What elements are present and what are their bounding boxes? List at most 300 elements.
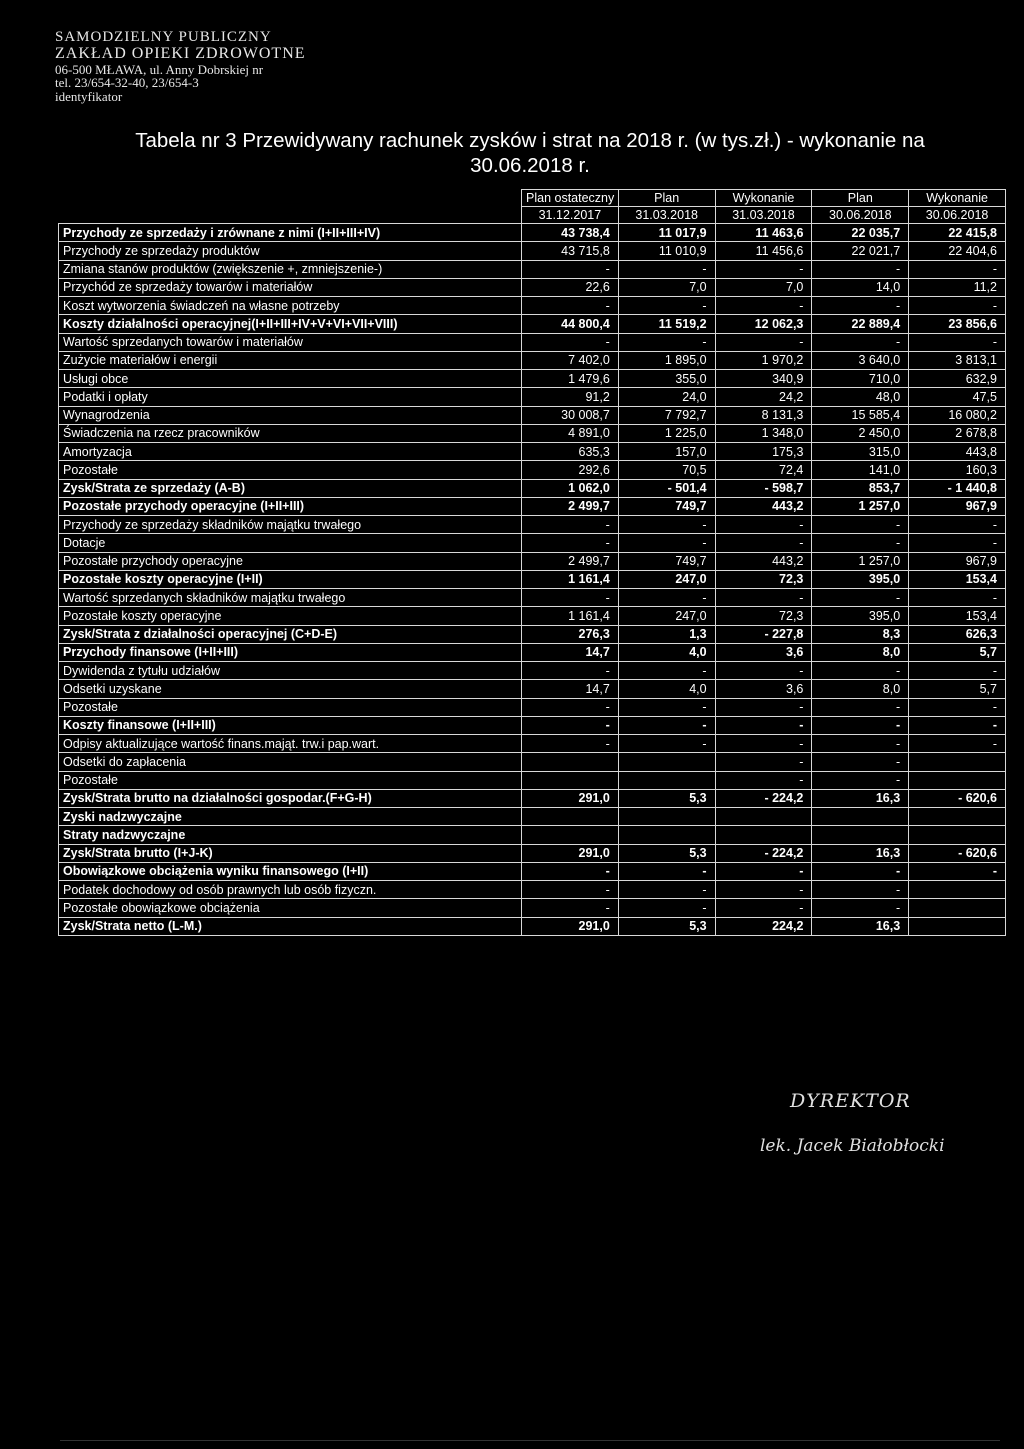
table-row [59,479,1006,497]
row-value: 15 585,4 [812,406,909,424]
row-value: 24,2 [715,388,812,406]
row-label: Zysk/Strata brutto na działalności gospodar.(F+G-H) [59,789,522,807]
title-line-2: 30.06.2018 r. [470,154,590,177]
row-value: 8 131,3 [715,406,812,424]
row-label: Pozostałe przychody operacyjne [59,552,522,570]
row-label: Pozostałe koszty operacyjne [59,607,522,625]
row-value: 1 970,2 [715,351,812,369]
bottom-divider [60,1440,1000,1441]
row-label: Pozostałe [59,771,522,789]
row-value: 91,2 [522,388,619,406]
row-value [812,826,909,844]
row-label: Koszty finansowe (I+II+III) [59,716,522,734]
row-value: 14,7 [522,643,619,661]
signature-block [760,1090,945,1156]
row-label: Odsetki uzyskane [59,680,522,698]
table-row [59,881,1006,899]
row-value: - [812,662,909,680]
row-value: - 501,4 [618,479,715,497]
row-label: Usługi obce [59,370,522,388]
row-value: - [618,662,715,680]
row-value [909,881,1006,899]
row-value: - 224,2 [715,844,812,862]
row-value: 47,5 [909,388,1006,406]
row-label: Straty nadzwyczajne [59,826,522,844]
row-value: 247,0 [618,607,715,625]
row-label: Odsetki do zapłacenia [59,753,522,771]
stamp-line-2: ZAKŁAD OPIEKI ZDROWOTNE [55,44,306,62]
row-value: - 620,6 [909,789,1006,807]
table-row [59,698,1006,716]
table-row [59,516,1006,534]
row-value: 1 161,4 [522,570,619,588]
title-line-1: Tabela nr 3 Przewidywany rachunek zysków i strat na 2018 r. (w tys.zł.) - wykonanie na [135,129,925,152]
row-value: 16,3 [812,789,909,807]
row-value: - 620,6 [909,844,1006,862]
row-value [618,808,715,826]
row-label: Amortyzacja [59,443,522,461]
row-value: 70,5 [618,461,715,479]
row-value: 1,3 [618,625,715,643]
row-label: Przychody ze sprzedaży składników majątku trwałego [59,516,522,534]
table-row [59,351,1006,369]
stamp-line-4: tel. 23/654-32-40, 23/654-3 [55,75,199,91]
row-value: 7 792,7 [618,406,715,424]
table-row [59,789,1006,807]
row-value: 22 889,4 [812,315,909,333]
table-row [59,662,1006,680]
row-value: 395,0 [812,570,909,588]
header-date-cell: 30.06.2018 [909,207,1006,224]
row-label: Pozostałe obowiązkowe obciążenia [59,899,522,917]
row-value: 291,0 [522,917,619,935]
header-corner [59,190,522,224]
row-value: 5,3 [618,844,715,862]
table-row [59,589,1006,607]
row-value: 22 404,6 [909,242,1006,260]
row-value: 224,2 [715,917,812,935]
row-value: 14,7 [522,680,619,698]
row-label: Zmiana stanów produktów (zwiększenie +, zmniejszenie-) [59,260,522,278]
profit-loss-table [58,189,1006,936]
row-value: 635,3 [522,443,619,461]
row-label: Wynagrodzenia [59,406,522,424]
row-label: Podatek dochodowy od osób prawnych lub osób fizyczn. [59,881,522,899]
row-value [812,808,909,826]
row-value: 22,6 [522,278,619,296]
row-value: 8,3 [812,625,909,643]
row-value: - [909,716,1006,734]
row-value: 8,0 [812,680,909,698]
row-value: 749,7 [618,552,715,570]
row-value: - [909,333,1006,351]
table-row [59,461,1006,479]
row-label: Przychody ze sprzedaży i zrównane z nimi (I+II+III+IV) [59,224,522,242]
row-value: 3 813,1 [909,351,1006,369]
row-label: Zyski nadzwyczajne [59,808,522,826]
header-date-cell: 31.03.2018 [715,207,812,224]
row-value: - 227,8 [715,625,812,643]
table-row [59,607,1006,625]
row-value: - [909,534,1006,552]
row-label: Dywidenda z tytułu udziałów [59,662,522,680]
row-value: 22 415,8 [909,224,1006,242]
row-value: 72,3 [715,607,812,625]
row-value: - [812,534,909,552]
row-value: - [522,735,619,753]
page-title [60,128,1000,178]
table-row [59,260,1006,278]
row-label: Koszty działalności operacyjnej(I+II+III+IV+V+VI+VII+VIII) [59,315,522,333]
row-value: 291,0 [522,844,619,862]
row-value: - [522,698,619,716]
row-label: Pozostałe koszty operacyjne (I+II) [59,570,522,588]
row-value: - [618,735,715,753]
row-label: Pozostałe przychody operacyjne (I+II+III) [59,497,522,515]
row-value: - [812,333,909,351]
row-value: - [812,516,909,534]
row-value: 7 402,0 [522,351,619,369]
table-row [59,424,1006,442]
row-value [909,917,1006,935]
header-row-top [59,190,1006,207]
row-value: 340,9 [715,370,812,388]
row-label: Podatki i opłaty [59,388,522,406]
row-value: - [909,662,1006,680]
signature-name: lek. Jacek Białobłocki [760,1136,945,1156]
row-label: Wartość sprzedanych towarów i materiałów [59,333,522,351]
row-label: Obowiązkowe obciążenia wyniku finansowego (I+II) [59,862,522,880]
header-cell: Plan [618,190,715,207]
row-value [909,753,1006,771]
row-value: - [618,716,715,734]
row-value: - [909,862,1006,880]
table-row [59,315,1006,333]
row-value: - [812,862,909,880]
row-value: 23 856,6 [909,315,1006,333]
table-row [59,735,1006,753]
row-label: Odpisy aktualizujące wartość finans.mająt. trw.i pap.wart. [59,735,522,753]
row-value: 443,2 [715,497,812,515]
row-value: - [812,771,909,789]
row-value: - [522,662,619,680]
table-header [59,190,1006,224]
row-value: - [715,899,812,917]
header-cell: Plan [812,190,909,207]
table-body [59,224,1006,936]
row-value: - [522,589,619,607]
row-label: Zysk/Strata ze sprzedaży (A-B) [59,479,522,497]
row-value: 292,6 [522,461,619,479]
stamp-line-5: identyfikator [55,88,123,104]
row-value: 7,0 [715,278,812,296]
row-value: - 598,7 [715,479,812,497]
row-value: 43 738,4 [522,224,619,242]
row-value: - [715,698,812,716]
row-value: - [618,516,715,534]
row-value: 1 348,0 [715,424,812,442]
header-date-cell: 30.06.2018 [812,207,909,224]
row-value [715,808,812,826]
row-label: Pozostałe [59,698,522,716]
row-value: 3,6 [715,643,812,661]
row-value: - [618,297,715,315]
row-value: - [909,735,1006,753]
row-value: - [618,260,715,278]
row-value: 1 161,4 [522,607,619,625]
header-cell: Plan ostateczny [522,190,619,207]
row-value: - [522,297,619,315]
row-value: - [812,899,909,917]
table-row [59,242,1006,260]
header-cell: Wykonanie [909,190,1006,207]
row-label: Przychód ze sprzedaży towarów i materiałów [59,278,522,296]
row-value: - [618,899,715,917]
table-row [59,278,1006,296]
row-value: - [715,534,812,552]
row-label: Świadczenia na rzecz pracowników [59,424,522,442]
row-value: 632,9 [909,370,1006,388]
table-row [59,716,1006,734]
row-label: Dotacje [59,534,522,552]
row-value: 749,7 [618,497,715,515]
row-value: - [522,534,619,552]
row-value: - [715,297,812,315]
row-value: 443,2 [715,552,812,570]
table-row [59,862,1006,880]
row-value: - [812,716,909,734]
row-label: Zysk/Strata netto (L-M.) [59,917,522,935]
header-date-cell: 31.12.2017 [522,207,619,224]
row-value: 160,3 [909,461,1006,479]
row-label: Zysk/Strata z działalności operacyjnej (C+D-E) [59,625,522,643]
table-row [59,826,1006,844]
row-value: 72,4 [715,461,812,479]
row-value: 276,3 [522,625,619,643]
table-row [59,406,1006,424]
row-value: 11 010,9 [618,242,715,260]
row-value: 153,4 [909,607,1006,625]
row-value: - [715,716,812,734]
table-row [59,680,1006,698]
table-row [59,333,1006,351]
row-value: 2 678,8 [909,424,1006,442]
row-value: 43 715,8 [522,242,619,260]
table-row [59,297,1006,315]
row-value: 11 017,9 [618,224,715,242]
row-value [909,899,1006,917]
row-value: - [522,881,619,899]
table-row [59,625,1006,643]
row-value: 2 499,7 [522,497,619,515]
row-value: - [909,260,1006,278]
row-value: 14,0 [812,278,909,296]
row-value: 48,0 [812,388,909,406]
row-value: - [812,297,909,315]
row-value: - [715,753,812,771]
row-value: - [812,753,909,771]
row-value: 2 450,0 [812,424,909,442]
row-value: - [618,333,715,351]
row-value: - [812,881,909,899]
row-value: 1 257,0 [812,552,909,570]
row-label: Zysk/Strata brutto (I+J-K) [59,844,522,862]
row-value: 44 800,4 [522,315,619,333]
row-value [522,753,619,771]
row-value: 5,3 [618,789,715,807]
row-value: - [522,516,619,534]
row-label: Wartość sprzedanych składników majątku trwałego [59,589,522,607]
row-value: - 224,2 [715,789,812,807]
row-value: 443,8 [909,443,1006,461]
row-value [522,826,619,844]
row-value: 710,0 [812,370,909,388]
row-value: - [618,534,715,552]
row-value: 22 035,7 [812,224,909,242]
row-value: - [618,589,715,607]
row-value: 247,0 [618,570,715,588]
signature-title: DYREKTOR [790,1090,911,1112]
row-value: 24,0 [618,388,715,406]
row-value: 8,0 [812,643,909,661]
row-value: - [909,297,1006,315]
row-value: 12 062,3 [715,315,812,333]
table-row [59,771,1006,789]
table-row [59,844,1006,862]
table-row [59,388,1006,406]
row-value: 1 062,0 [522,479,619,497]
row-value: 16,3 [812,844,909,862]
table-row [59,917,1006,935]
table-row [59,224,1006,242]
row-value: 157,0 [618,443,715,461]
row-value: 5,3 [618,917,715,935]
row-value: 16,3 [812,917,909,935]
row-value: 22 021,7 [812,242,909,260]
header-cell: Wykonanie [715,190,812,207]
row-value: - [812,260,909,278]
row-value: 5,7 [909,643,1006,661]
row-value: 1 479,6 [522,370,619,388]
row-value: - [715,260,812,278]
row-value: 5,7 [909,680,1006,698]
row-value: - [522,899,619,917]
row-value: - 1 440,8 [909,479,1006,497]
row-value: - [522,333,619,351]
row-value: 30 008,7 [522,406,619,424]
row-value: 315,0 [812,443,909,461]
row-value: - [909,516,1006,534]
table-row [59,753,1006,771]
row-value: - [618,698,715,716]
row-value: - [812,698,909,716]
row-value: 3,6 [715,680,812,698]
row-value: 626,3 [909,625,1006,643]
row-value: 4,0 [618,680,715,698]
row-value: - [522,260,619,278]
row-value: 853,7 [812,479,909,497]
row-value: 11 463,6 [715,224,812,242]
row-label: Zużycie materiałów i energii [59,351,522,369]
row-value [618,771,715,789]
row-value: 2 499,7 [522,552,619,570]
row-value: - [715,516,812,534]
row-value [715,826,812,844]
header-date-cell: 31.03.2018 [618,207,715,224]
row-value: - [618,862,715,880]
row-value: 291,0 [522,789,619,807]
row-value: - [522,716,619,734]
row-value: 175,3 [715,443,812,461]
table-row [59,534,1006,552]
row-value: 1 257,0 [812,497,909,515]
row-value: 11 519,2 [618,315,715,333]
table-row [59,570,1006,588]
row-value: - [812,735,909,753]
row-value: 1 895,0 [618,351,715,369]
table-row [59,643,1006,661]
row-value: 395,0 [812,607,909,625]
row-value: 967,9 [909,497,1006,515]
row-value: 16 080,2 [909,406,1006,424]
row-value: - [618,881,715,899]
row-value: - [715,862,812,880]
stamp-line-3: 06-500 MŁAWA, ul. Anny Dobrskiej nr [55,61,264,77]
row-value: 4 891,0 [522,424,619,442]
row-value: 7,0 [618,278,715,296]
row-value: 11 456,6 [715,242,812,260]
table-row [59,899,1006,917]
row-value: 141,0 [812,461,909,479]
institution-stamp [55,30,306,103]
row-label: Przychody ze sprzedaży produktów [59,242,522,260]
row-value: - [715,662,812,680]
row-value: 1 225,0 [618,424,715,442]
row-value [522,771,619,789]
row-value: - [522,862,619,880]
row-value: 3 640,0 [812,351,909,369]
row-value: 72,3 [715,570,812,588]
table-row [59,808,1006,826]
row-value [618,826,715,844]
row-value [618,753,715,771]
row-value [909,826,1006,844]
row-label: Koszt wytworzenia świadczeń na własne potrzeby [59,297,522,315]
row-label: Pozostałe [59,461,522,479]
row-value: 4,0 [618,643,715,661]
row-value: - [715,735,812,753]
row-value: 153,4 [909,570,1006,588]
row-value: - [812,589,909,607]
row-value [909,808,1006,826]
row-value: - [715,881,812,899]
table-row [59,497,1006,515]
table-row [59,443,1006,461]
row-value [522,808,619,826]
stamp-line-1: SAMODZIELNY PUBLICZNY [55,29,272,45]
row-value: - [715,771,812,789]
row-value: 11,2 [909,278,1006,296]
row-value: 967,9 [909,552,1006,570]
row-label: Przychody finansowe (I+II+III) [59,643,522,661]
row-value: - [715,333,812,351]
row-value: 355,0 [618,370,715,388]
row-value: - [715,589,812,607]
table-row [59,370,1006,388]
row-value: - [909,698,1006,716]
table-row [59,552,1006,570]
row-value [909,771,1006,789]
